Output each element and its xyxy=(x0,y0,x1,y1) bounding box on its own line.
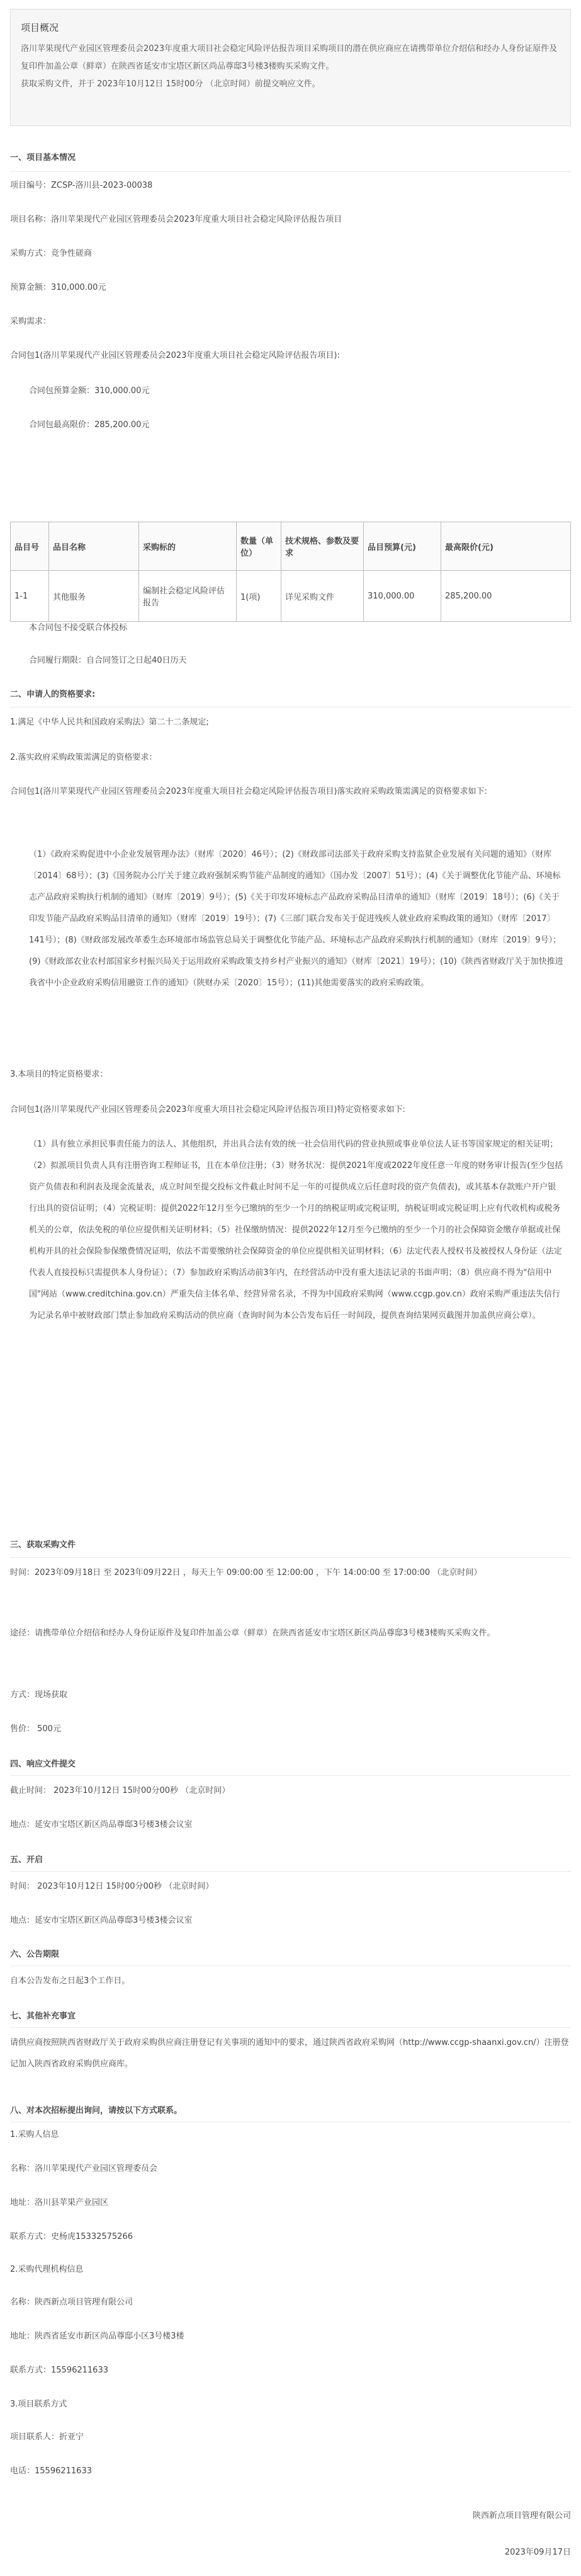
section-contact-heading: 八、对本次招标提出询问，请按以下方式联系。 xyxy=(10,2106,183,2115)
col-spec: 技术规格、参数及要求 xyxy=(281,522,364,571)
specific-requirements: （1）具有独立承担民事责任能力的法人、其他组织，并出具合法有效的统一社会信用代码的营业执照或事业单位法人证书等国家规定的相关证明；（2）拟派项目负责人具有注册咨询工程师证书，且在本单位注册；（3）财务状况：提供2021年度或2022年度任意一年度的财务审计报告(至少包括资产负债表和利润表及现金流量表，成立时间至提交投标文件截止时间不足一年的可提供成立后任意时段的资产负债表)，或其基本存款账户开户银行出具的资信证明；（4）完税证明：提供2022年12月至今已缴纳的至少一个月的纳税证明或完税证明，纳税证明或完税证明上应有代收机构或税务机关的公章，依法免税的单位应提供相关证明材料；（5）社保缴纳情况：提供2022年12月至今已缴纳的至少一个月的社会保障资金缴存单据或社保机构开具的社会保险参保缴费情况证明，依法不需要缴纳社会保障资金的单位应提供相关证明材料；（6）法定代表人授权书及被授权人身份证（法定代表人直接投标只需提供本人身份证）；（7）参加政府采购活动前3年内，在经营活动中没有重大违法记录的书面声明；（8）供应商不得为"信用中国"网站（www.creditchina.gov.cn）严重失信主体名单、经营异常名录，不得为中国政府采购网（www.ccgp.gov.cn）政府采购严重违法失信行为记录名单中被财政部门禁止参加政府采购活动的供应商（查询时间为本公告发布后任一时间段，提供查询结果网页截图并加盖供应商公章）。 xyxy=(29,1140,563,1320)
cell-quantity: 1(项) xyxy=(237,571,281,622)
budget-amount: 预算金额：310,000.00元 xyxy=(10,283,106,292)
purchaser-address: 地址：洛川县苹果产业园区 xyxy=(10,2198,109,2207)
document-price: 售价： 500元 xyxy=(10,1724,61,1734)
cell-max-price: 285,200.00 xyxy=(441,571,571,622)
qualification-2-package: 合同包1(洛川苹果现代产业园区管理委员会2023年度重大项目社会稳定风险评估报告项目)落实政府采购政策需满足的资格要求如下: xyxy=(10,787,487,796)
obtain-time: 时间：2023年09月18日 至 2023年09月22日 ，每天上午 09:00:00 至 12:00:00 ，下午 14:00:00 至 17:00:00 （北京时间） xyxy=(10,1568,482,1577)
overview-text: 洛川苹果现代产业园区管理委员会2023年度重大项目社会稳定风险评估报告项目采购项目的潜在供应商应在请携带单位介绍信和经办人身份证原件及复印件加盖公章（鲜章）在陕西省延安市宝塔区新区尚品尊邸3号楼3楼购买采购文件。 xyxy=(21,44,558,71)
col-item-name: 品目名称 xyxy=(49,522,139,571)
agency-name: 名称：陕西新点项目管理有限公司 xyxy=(10,2298,133,2307)
purchaser-phone: 联系方式：史杨虎15332575266 xyxy=(10,2232,133,2241)
cell-item-no: 1-1 xyxy=(11,571,49,622)
project-contact-person: 项目联系人：折亚宁 xyxy=(10,2432,84,2442)
requirements-table xyxy=(10,522,571,622)
open-time: 时间： 2023年10月12日 15时00分00秒 （北京时间） xyxy=(10,1882,214,1891)
package-budget: 合同包预算金额：310,000.00元 xyxy=(29,386,150,396)
procurement-demand: 采购需求： xyxy=(10,317,52,326)
agency-phone: 联系方式：15596211633 xyxy=(10,2366,108,2375)
project-contact-phone: 电话：15596211633 xyxy=(10,2466,92,2476)
contract-period: 合同履行期限：自合同签订之日起40日历天 xyxy=(29,656,187,665)
section-open-heading: 五、开启 xyxy=(10,1855,43,1865)
qualification-3: 3.本项目的特定资格要求： xyxy=(10,1070,108,1079)
divider xyxy=(10,1871,571,1872)
col-quantity: 数量（单位） xyxy=(237,522,281,571)
cell-item-name: 其他服务 xyxy=(49,571,139,622)
signature-company: 陕西新点项目管理有限公司 xyxy=(472,2511,571,2521)
cell-budget: 310,000.00 xyxy=(364,571,441,622)
col-max-price: 最高限价(元) xyxy=(441,522,571,571)
col-budget: 品目预算(元) xyxy=(364,522,441,571)
col-item-no: 品目号 xyxy=(11,522,49,571)
signature-date: 2023年09月17日 xyxy=(504,2548,571,2557)
project-overview-box xyxy=(10,9,571,126)
divider xyxy=(10,171,571,172)
agency-title: 2.采购代理机构信息 xyxy=(10,2265,84,2274)
cell-spec: 详见采购文件 xyxy=(281,571,364,622)
contract-package: 合同包1(洛川苹果现代产业园区管理委员会2023年度重大项目社会稳定风险评估报告项目): xyxy=(10,351,340,360)
policy-list: （1）《政府采购促进中小企业发展管理办法》（财库〔2020〕46号）；(2)《财政部司法部关于政府采购支持监狱企业发展有关问题的通知》（财库〔2014〕68号）；(3)《国务院办公厅关于建立政府强制采购节能产品制度的通知》（国办发〔2007〕51号）；(4)《关于调整优化节能产品、环境标志产品政府采购执行机制的通知》（财库〔2019〕9号）；(5)《关于印发环境标志产品政府采购品目清单的通知》（财库〔2019〕18号）；(6)《关于印发节能产品政府采购品目清单的通知》（财库〔2019〕19号）；(7)《三部门联合发布关于促进残疾人就业政府采购政策的通知》（财库〔2017〕141号）；(8)《财政部发展改革委生态环境部市场监管总局关于调整优化节能产品、环境标志产品政府采购执行机制的通知》（财库〔2019〕9号）；(9)《财政部农业农村部国家乡村振兴局关于运用政府采购政策支持乡村产业振兴的通知》（财库〔2021〕19号）；(10)《陕西省财政厅关于加快推进我省中小企业政府采购信用融资工作的通知》（陕财办采〔2020〕15号）；(11)其他需要落实的政府采购政策。 xyxy=(29,850,563,988)
section-obtain-heading: 三、获取采购文件 xyxy=(10,1540,76,1550)
divider xyxy=(10,2027,571,2028)
purchaser-title: 1.采购人信息 xyxy=(10,2130,59,2139)
open-place: 地点：延安市宝塔区新区尚品尊邸3号楼3楼会议室 xyxy=(10,1916,193,1925)
obtain-way: 途径：请携带单位介绍信和经办人身份证原件及复印件加盖公章（鲜章）在陕西省延安市宝塔区新区尚品尊邸3号楼3楼购买采购文件。 xyxy=(10,1629,495,1638)
agency-address: 地址：陕西省延安市新区尚品尊邸小区3号楼3楼 xyxy=(10,2332,184,2341)
announcement-period: 自本公告发布之日起3个工作日。 xyxy=(10,1976,130,1986)
project-name: 项目名称：洛川苹果现代产业园区管理委员会2023年度重大项目社会稳定风险评估报告项目 xyxy=(10,215,342,224)
divider xyxy=(10,1775,571,1776)
submit-place: 地点：延安市宝塔区新区尚品尊邸3号楼3楼会议室 xyxy=(10,1820,193,1829)
qualification-1: 1.满足《中华人民共和国政府采购法》第二十二条规定; xyxy=(10,718,209,727)
section-qualification-heading: 二、申请人的资格要求: xyxy=(10,690,96,699)
overview-title: 项目概况 xyxy=(21,22,59,33)
other-matters: 请供应商按照陕西省财政厅关于政府采购供应商注册登记有关事项的通知中的要求，通过陕西省政府采购网（http://www.ccgp-shaanxi.gov.cn/）注册登记加入陕西省政府采购供应商库。 xyxy=(10,2038,569,2069)
obtain-method: 方式：现场获取 xyxy=(10,1690,68,1700)
section-period-heading: 六、公告期限 xyxy=(10,1950,60,1959)
overview-deadline: 获取采购文件，并于 2023年10月12日 15时00分 （北京时间）前提交响应文件。 xyxy=(21,79,320,89)
qualification-2: 2.落实政府采购政策需满足的资格要求： xyxy=(10,753,157,762)
cell-subject: 编制社会稳定风险评估报告 xyxy=(139,571,237,622)
procurement-method: 采购方式：竞争性磋商 xyxy=(10,249,93,258)
project-contact-title: 3.项目联系方式 xyxy=(10,2400,67,2409)
table-header-row xyxy=(11,522,571,571)
section-basic-heading: 一、项目基本情况 xyxy=(10,153,76,163)
section-submit-heading: 四、响应文件提交 xyxy=(10,1760,76,1769)
divider xyxy=(10,1557,571,1558)
project-number: 项目编号：ZCSP-洛川县-2023-00038 xyxy=(10,181,153,190)
table-row xyxy=(11,571,571,622)
section-other-heading: 七、其他补充事宜 xyxy=(10,2012,76,2021)
purchaser-name: 名称：洛川苹果现代产业园区管理委员会 xyxy=(10,2164,158,2173)
package-max-price: 合同包最高限价：285,200.00元 xyxy=(29,420,150,430)
no-union-note: 本合同包不接受联合体投标 xyxy=(29,623,128,633)
col-subject: 采购标的 xyxy=(139,522,237,571)
qualification-3-package: 合同包1(洛川苹果现代产业园区管理委员会2023年度重大项目社会稳定风险评估报告项目)特定资格要求如下: xyxy=(10,1105,405,1114)
submit-deadline: 截止时间： 2023年10月12日 15时00分00秒 （北京时间） xyxy=(10,1786,230,1795)
